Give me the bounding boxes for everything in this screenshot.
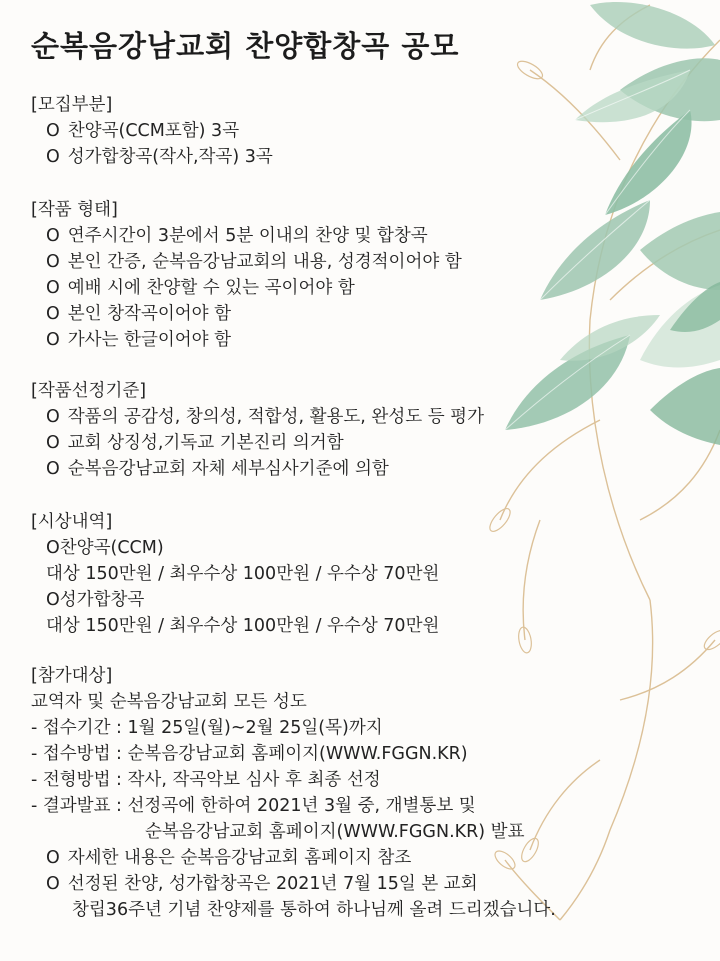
result-announcement-cont: 순복음강남교회 홈페이지(WWW.FGGN.KR) 발표: [145, 822, 525, 842]
section-heading-recruit: [모집부분]: [31, 95, 113, 115]
bullet: O: [46, 874, 60, 894]
bullet: O: [46, 590, 60, 610]
list-item: [46, 301, 231, 327]
list-item: [46, 144, 273, 170]
list-item-text: 찬양곡(CCM포함) 3곡: [67, 121, 240, 141]
bullet: O: [46, 407, 60, 427]
bullet: O: [46, 304, 60, 324]
list-item-text: 교회 상징성,기독교 기본진리 의거함: [67, 433, 344, 453]
list-item: [46, 118, 239, 144]
prize-category-label: 성가합창곡: [59, 590, 145, 610]
list-item: [46, 275, 355, 301]
list-item-text: 연주시간이 3분에서 5분 이내의 찬양 및 합창곡: [67, 226, 428, 246]
note-text: 선정된 찬양, 성가합창곡은 2021년 7월 15일 본 교회: [67, 874, 478, 894]
list-item-text: 본인 창작곡이어야 함: [67, 304, 232, 324]
bullet: O: [46, 121, 60, 141]
bullet: O: [46, 459, 60, 479]
bullet: O: [46, 278, 60, 298]
prize-category: [46, 535, 164, 561]
list-item-text: 순복음강남교회 자체 세부심사기준에 의함: [67, 459, 389, 479]
bullet: O: [46, 538, 60, 558]
note-text-cont: 창립36주년 기념 찬양제를 통하여 하나님께 올려 드리겠습니다.: [72, 900, 556, 920]
selection-process: - 전형방법 : 작사, 작곡악보 심사 후 최종 선정: [31, 770, 381, 790]
result-announcement: - 결과발표 : 선정곡에 한하여 2021년 3월 중, 개별통보 및: [31, 796, 476, 816]
bullet: O: [46, 147, 60, 167]
page-title: 순복음강남교회 찬양합창곡 공모: [31, 29, 460, 63]
receipt-period: - 접수기간 : 1월 25일(월)~2월 25일(목)까지: [31, 718, 383, 738]
list-item: [46, 223, 428, 249]
list-item: [46, 430, 344, 456]
bullet: O: [46, 252, 60, 272]
prize-category-label: 찬양곡(CCM): [59, 538, 164, 558]
list-item-text: 가사는 한글이어야 함: [67, 330, 232, 350]
bullet: O: [46, 330, 60, 350]
section-heading-form: [작품 형태]: [31, 200, 118, 220]
note-text: 자세한 내용은 순복음강남교회 홈페이지 참조: [67, 848, 412, 868]
receipt-method: - 접수방법 : 순복음강남교회 홈페이지(WWW.FGGN.KR): [31, 744, 468, 764]
prize-amounts: 대상 150만원 / 최우수상 100만원 / 우수상 70만원: [46, 564, 440, 584]
target-who: 교역자 및 순복음강남교회 모든 성도: [31, 692, 307, 712]
section-heading-target: [참가대상]: [31, 666, 113, 686]
note-item: [46, 845, 411, 871]
section-heading-criteria: [작품선정기준]: [31, 381, 147, 401]
list-item-text: 본인 간증, 순복음강남교회의 내용, 성경적이어야 함: [67, 252, 462, 272]
note-item: [46, 871, 478, 897]
list-item: [46, 404, 484, 430]
bullet: O: [46, 433, 60, 453]
list-item: [46, 249, 462, 275]
list-item: [46, 456, 389, 482]
prize-category: [46, 587, 144, 613]
bullet: O: [46, 226, 60, 246]
list-item-text: 작품의 공감성, 창의성, 적합성, 활용도, 완성도 등 평가: [67, 407, 484, 427]
section-heading-prize: [시상내역]: [31, 512, 113, 532]
prize-amounts: 대상 150만원 / 최우수상 100만원 / 우수상 70만원: [46, 616, 440, 636]
list-item-text: 예배 시에 찬양할 수 있는 곡이어야 함: [67, 278, 355, 298]
list-item: [46, 327, 231, 353]
bullet: O: [46, 848, 60, 868]
list-item-text: 성가합창곡(작사,작곡) 3곡: [67, 147, 273, 167]
